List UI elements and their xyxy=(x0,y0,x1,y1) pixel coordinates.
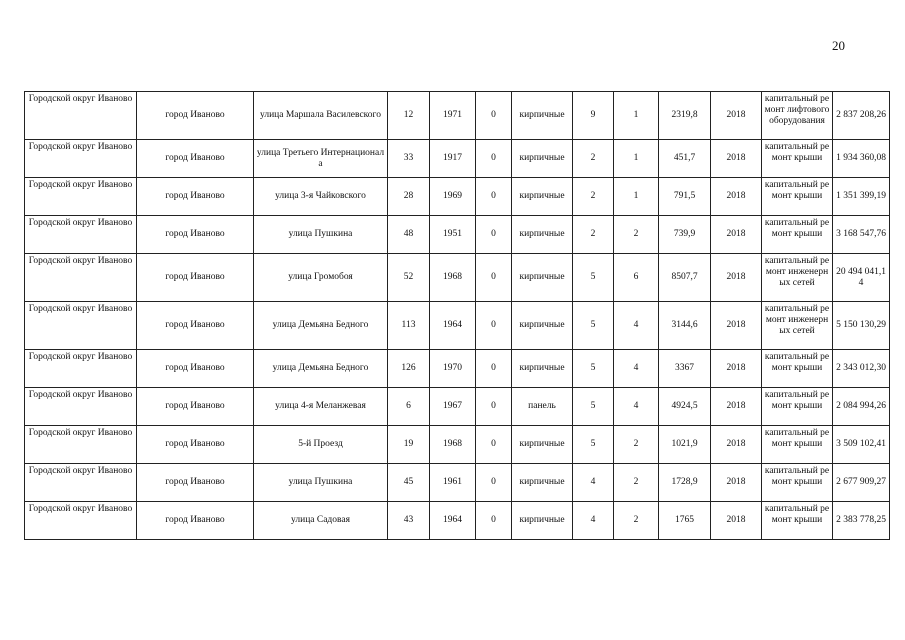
work-type-cell: капитальный ремонт крыши xyxy=(762,464,833,502)
city-cell: город Иваново xyxy=(137,350,254,388)
build-year-cell: 1964 xyxy=(430,302,476,350)
street-cell: улица 4-я Меланжевая xyxy=(254,388,388,426)
wall-material-cell: кирпичные xyxy=(512,350,573,388)
floors-cell: 5 xyxy=(573,350,614,388)
city-cell: город Иваново xyxy=(137,178,254,216)
wall-material-cell: кирпичные xyxy=(512,302,573,350)
district-cell: Городской округ Иваново xyxy=(25,254,137,302)
build-year-cell: 1968 xyxy=(430,426,476,464)
area-cell: 1728,9 xyxy=(659,464,711,502)
house-number-cell: 48 xyxy=(388,216,430,254)
entrances-cell: 1 xyxy=(614,92,659,140)
area-cell: 3144,6 xyxy=(659,302,711,350)
street-cell: улица Третьего Интернационала xyxy=(254,140,388,178)
house-number-cell: 28 xyxy=(388,178,430,216)
plan-year-cell: 2018 xyxy=(711,302,762,350)
zero-value-cell: 0 xyxy=(476,388,512,426)
city-cell: город Иваново xyxy=(137,92,254,140)
city-cell: город Иваново xyxy=(137,140,254,178)
city-cell: город Иваново xyxy=(137,254,254,302)
district-cell: Городской округ Иваново xyxy=(25,350,137,388)
area-cell: 4924,5 xyxy=(659,388,711,426)
cost-cell: 1 934 360,08 xyxy=(833,140,890,178)
build-year-cell: 1968 xyxy=(430,254,476,302)
wall-material-cell: кирпичные xyxy=(512,92,573,140)
work-type-cell: капитальный ремонт крыши xyxy=(762,350,833,388)
house-number-cell: 45 xyxy=(388,464,430,502)
wall-material-cell: кирпичные xyxy=(512,140,573,178)
street-cell: улица Маршала Василевского xyxy=(254,92,388,140)
entrances-cell: 6 xyxy=(614,254,659,302)
cost-cell: 2 084 994,26 xyxy=(833,388,890,426)
house-number-cell: 6 xyxy=(388,388,430,426)
work-type-cell: капитальный ремонт крыши xyxy=(762,502,833,540)
area-cell: 1021,9 xyxy=(659,426,711,464)
plan-year-cell: 2018 xyxy=(711,140,762,178)
house-number-cell: 12 xyxy=(388,92,430,140)
entrances-cell: 1 xyxy=(614,178,659,216)
floors-cell: 9 xyxy=(573,92,614,140)
district-cell: Городской округ Иваново xyxy=(25,464,137,502)
floors-cell: 5 xyxy=(573,302,614,350)
table-row xyxy=(25,254,890,302)
zero-value-cell: 0 xyxy=(476,502,512,540)
table-row xyxy=(25,302,890,350)
district-cell: Городской округ Иваново xyxy=(25,302,137,350)
house-number-cell: 19 xyxy=(388,426,430,464)
table-row xyxy=(25,388,890,426)
build-year-cell: 1971 xyxy=(430,92,476,140)
district-cell: Городской округ Иваново xyxy=(25,502,137,540)
build-year-cell: 1969 xyxy=(430,178,476,216)
house-number-cell: 113 xyxy=(388,302,430,350)
plan-year-cell: 2018 xyxy=(711,254,762,302)
plan-year-cell: 2018 xyxy=(711,388,762,426)
wall-material-cell: кирпичные xyxy=(512,216,573,254)
entrances-cell: 2 xyxy=(614,426,659,464)
cost-cell: 3 509 102,41 xyxy=(833,426,890,464)
floors-cell: 2 xyxy=(573,140,614,178)
zero-value-cell: 0 xyxy=(476,140,512,178)
cost-cell: 20 494 041,14 xyxy=(833,254,890,302)
work-type-cell: капитальный ремонт лифтового оборудования xyxy=(762,92,833,140)
street-cell: улица 3-я Чайковского xyxy=(254,178,388,216)
district-cell: Городской округ Иваново xyxy=(25,388,137,426)
cost-cell: 2 383 778,25 xyxy=(833,502,890,540)
street-cell: улица Демьяна Бедного xyxy=(254,350,388,388)
district-cell: Городской округ Иваново xyxy=(25,426,137,464)
floors-cell: 5 xyxy=(573,254,614,302)
wall-material-cell: кирпичные xyxy=(512,426,573,464)
street-cell: улица Садовая xyxy=(254,502,388,540)
build-year-cell: 1951 xyxy=(430,216,476,254)
street-cell: улица Демьяна Бедного xyxy=(254,302,388,350)
cost-cell: 2 343 012,30 xyxy=(833,350,890,388)
build-year-cell: 1917 xyxy=(430,140,476,178)
area-cell: 739,9 xyxy=(659,216,711,254)
zero-value-cell: 0 xyxy=(476,254,512,302)
street-cell: улица Пушкина xyxy=(254,464,388,502)
entrances-cell: 1 xyxy=(614,140,659,178)
entrances-cell: 4 xyxy=(614,302,659,350)
zero-value-cell: 0 xyxy=(476,92,512,140)
plan-year-cell: 2018 xyxy=(711,464,762,502)
district-cell: Городской округ Иваново xyxy=(25,216,137,254)
zero-value-cell: 0 xyxy=(476,216,512,254)
district-cell: Городской округ Иваново xyxy=(25,178,137,216)
table-row xyxy=(25,350,890,388)
city-cell: город Иваново xyxy=(137,426,254,464)
table-row xyxy=(25,216,890,254)
table-row xyxy=(25,502,890,540)
house-number-cell: 33 xyxy=(388,140,430,178)
wall-material-cell: кирпичные xyxy=(512,178,573,216)
floors-cell: 4 xyxy=(573,464,614,502)
table-row xyxy=(25,140,890,178)
floors-cell: 2 xyxy=(573,216,614,254)
work-type-cell: капитальный ремонт крыши xyxy=(762,140,833,178)
zero-value-cell: 0 xyxy=(476,350,512,388)
floors-cell: 2 xyxy=(573,178,614,216)
wall-material-cell: кирпичные xyxy=(512,464,573,502)
entrances-cell: 4 xyxy=(614,388,659,426)
table-row xyxy=(25,426,890,464)
entrances-cell: 2 xyxy=(614,216,659,254)
area-cell: 791,5 xyxy=(659,178,711,216)
area-cell: 1765 xyxy=(659,502,711,540)
build-year-cell: 1961 xyxy=(430,464,476,502)
page-number: 20 xyxy=(832,38,845,53)
plan-year-cell: 2018 xyxy=(711,350,762,388)
street-cell: улица Громобоя xyxy=(254,254,388,302)
plan-year-cell: 2018 xyxy=(711,92,762,140)
build-year-cell: 1964 xyxy=(430,502,476,540)
city-cell: город Иваново xyxy=(137,464,254,502)
wall-material-cell: панель xyxy=(512,388,573,426)
build-year-cell: 1967 xyxy=(430,388,476,426)
wall-material-cell: кирпичные xyxy=(512,502,573,540)
house-number-cell: 126 xyxy=(388,350,430,388)
table-row xyxy=(25,464,890,502)
house-number-cell: 43 xyxy=(388,502,430,540)
area-cell: 3367 xyxy=(659,350,711,388)
district-cell: Городской округ Иваново xyxy=(25,140,137,178)
entrances-cell: 2 xyxy=(614,464,659,502)
work-type-cell: капитальный ремонт крыши xyxy=(762,388,833,426)
plan-year-cell: 2018 xyxy=(711,426,762,464)
cost-cell: 2 837 208,26 xyxy=(833,92,890,140)
wall-material-cell: кирпичные xyxy=(512,254,573,302)
house-number-cell: 52 xyxy=(388,254,430,302)
work-type-cell: капитальный ремонт инженерных сетей xyxy=(762,254,833,302)
floors-cell: 5 xyxy=(573,426,614,464)
cost-cell: 5 150 130,29 xyxy=(833,302,890,350)
zero-value-cell: 0 xyxy=(476,464,512,502)
floors-cell: 5 xyxy=(573,388,614,426)
table-row xyxy=(25,92,890,140)
work-type-cell: капитальный ремонт крыши xyxy=(762,426,833,464)
table-row xyxy=(25,178,890,216)
plan-year-cell: 2018 xyxy=(711,502,762,540)
city-cell: город Иваново xyxy=(137,502,254,540)
area-cell: 8507,7 xyxy=(659,254,711,302)
housing-repair-table xyxy=(24,91,890,540)
city-cell: город Иваново xyxy=(137,388,254,426)
cost-cell: 1 351 399,19 xyxy=(833,178,890,216)
area-cell: 451,7 xyxy=(659,140,711,178)
street-cell: 5-й Проезд xyxy=(254,426,388,464)
plan-year-cell: 2018 xyxy=(711,216,762,254)
city-cell: город Иваново xyxy=(137,216,254,254)
zero-value-cell: 0 xyxy=(476,302,512,350)
area-cell: 2319,8 xyxy=(659,92,711,140)
work-type-cell: капитальный ремонт инженерных сетей xyxy=(762,302,833,350)
cost-cell: 3 168 547,76 xyxy=(833,216,890,254)
street-cell: улица Пушкина xyxy=(254,216,388,254)
cost-cell: 2 677 909,27 xyxy=(833,464,890,502)
zero-value-cell: 0 xyxy=(476,178,512,216)
entrances-cell: 2 xyxy=(614,502,659,540)
work-type-cell: капитальный ремонт крыши xyxy=(762,178,833,216)
city-cell: город Иваново xyxy=(137,302,254,350)
entrances-cell: 4 xyxy=(614,350,659,388)
district-cell: Городской округ Иваново xyxy=(25,92,137,140)
plan-year-cell: 2018 xyxy=(711,178,762,216)
zero-value-cell: 0 xyxy=(476,426,512,464)
build-year-cell: 1970 xyxy=(430,350,476,388)
floors-cell: 4 xyxy=(573,502,614,540)
work-type-cell: капитальный ремонт крыши xyxy=(762,216,833,254)
